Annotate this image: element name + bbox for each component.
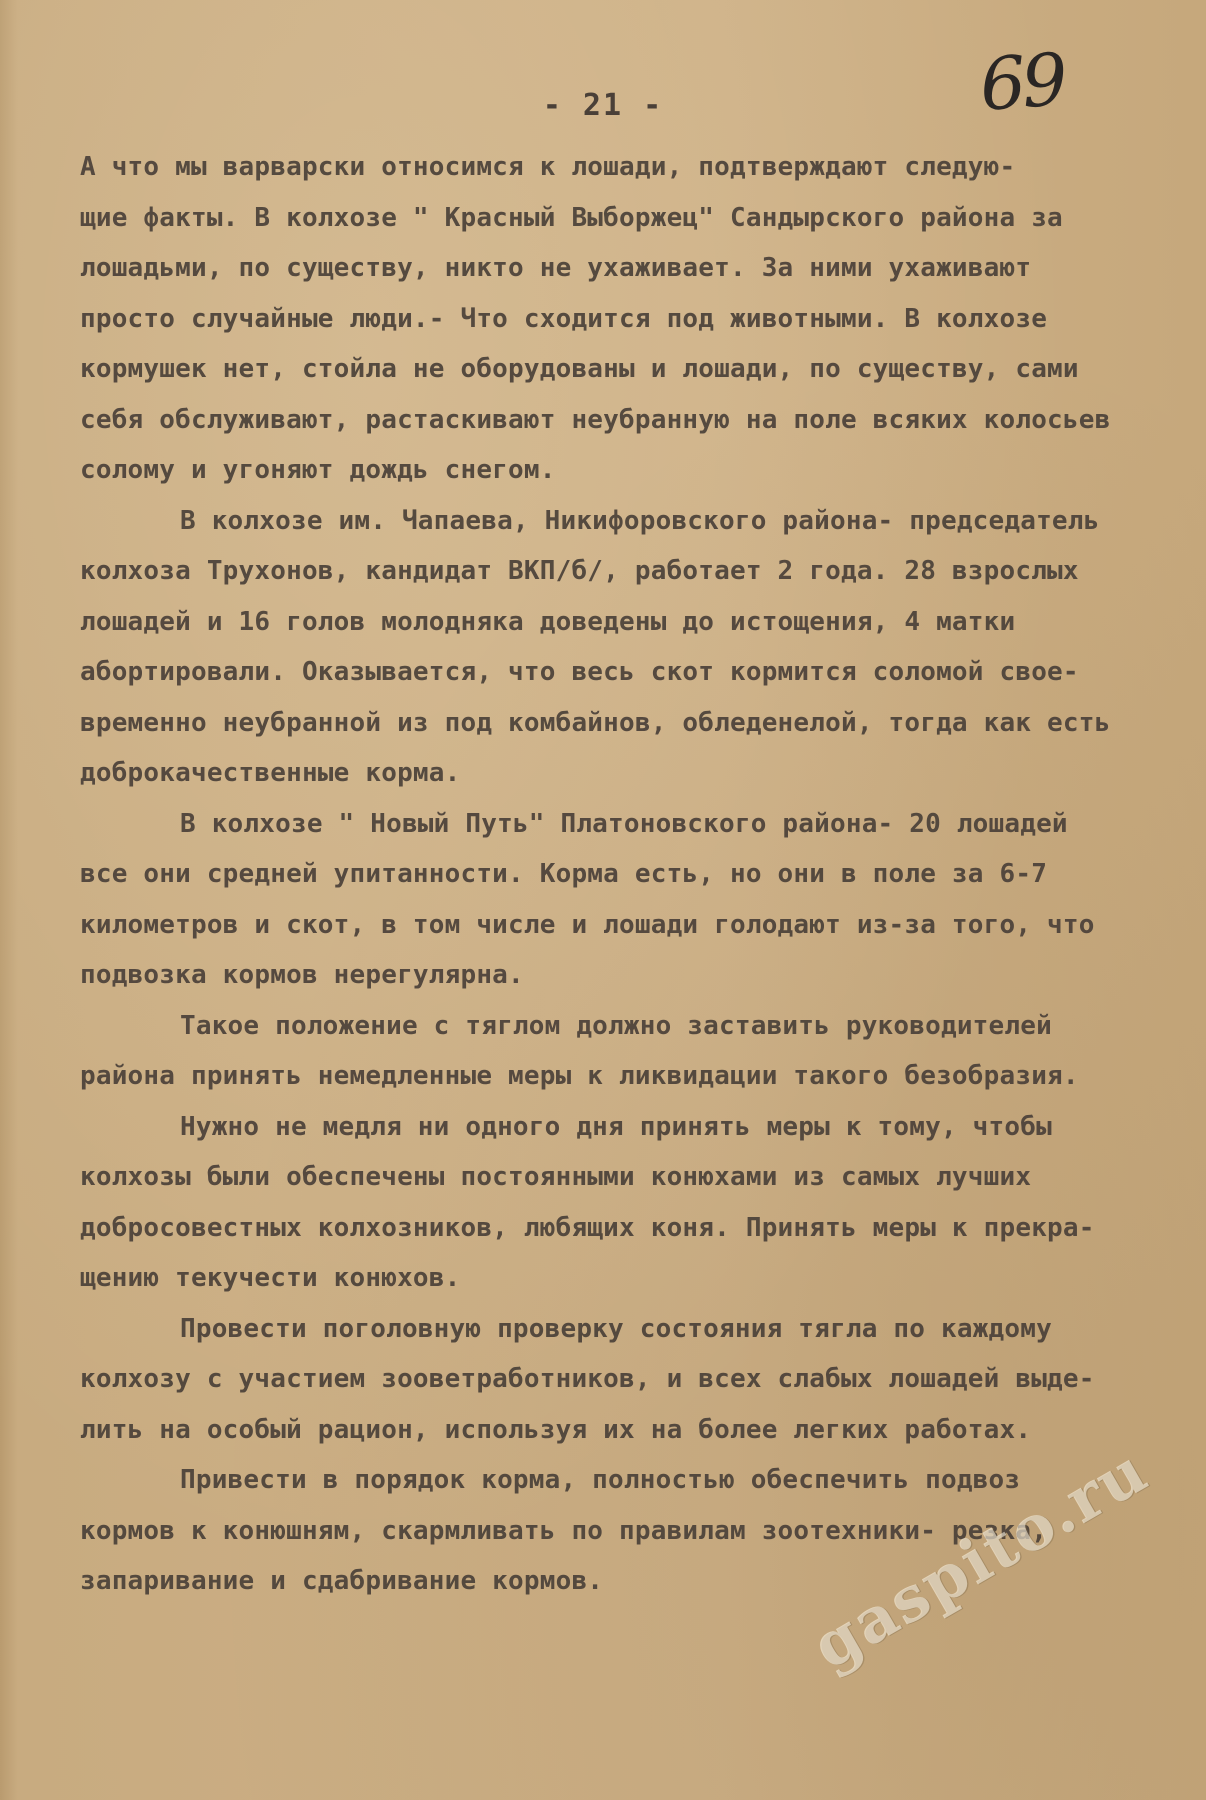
text-line: Такое положение с тяглом должно заставить руководителей xyxy=(180,1010,1052,1041)
text-line: подвозка кормов нерегулярна. xyxy=(80,960,524,990)
text-line: В колхозе им. Чапаева, Никифоровского района- председатель xyxy=(180,505,1100,536)
text-line: солому и угоняют дождь снегом. xyxy=(80,455,556,485)
text-line: лошадей и 16 голов молодняка доведены до истощения, 4 матки xyxy=(80,606,1016,637)
text-line: доброкачественные корма. xyxy=(80,758,461,788)
folio-number: 69 xyxy=(977,37,1067,127)
text-line: себя обслуживают, растаскивают неубранную на поле всяких колосьев xyxy=(80,404,1111,435)
text-line: километров и скот, в том числе и лошади голодают из-за того, что xyxy=(80,909,1095,940)
text-line: колхозу с участием зооветработников, и всех слабых лошадей выде- xyxy=(80,1364,1095,1394)
text-line: добросовестных колхозников, любящих коня. Принять меры к прекра- xyxy=(80,1212,1095,1243)
text-line: А что мы варварски относимся к лошади, подтверждают следую- xyxy=(80,152,1016,182)
text-line: щие факты. В колхозе " Красный Выборжец" Сандырского района за xyxy=(80,202,1063,233)
text-line: лить на особый рацион, используя их на более легких работах. xyxy=(80,1414,1032,1445)
text-line: кормушек нет, стойла не оборудованы и лошади, по существу, сами xyxy=(80,354,1079,384)
text-line: кормов к конюшням, скармливать по правилам зоотехники- резка, xyxy=(80,1515,1048,1546)
watermark: gaspito.ru xyxy=(800,1433,1161,1684)
text-line: запаривание и сдабривание кормов. xyxy=(80,1566,604,1596)
text-line: Нужно не медля ни одного дня принять меры к тому, чтобы xyxy=(180,1111,1052,1142)
text-line: щению текучести конюхов. xyxy=(80,1263,461,1293)
body-text xyxy=(80,142,1205,1607)
text-line: колхозы были обеспечены постоянными конюхами из самых лучших xyxy=(80,1162,1032,1192)
text-line: В колхозе " Новый Путь" Платоновского района- 20 лошадей xyxy=(180,808,1068,839)
text-line: колхоза Трухонов, кандидат ВКП/б/, работает 2 года. 28 взрослых xyxy=(80,556,1079,586)
text-line: района принять немедленные меры к ликвидации такого безобразия. xyxy=(80,1061,1079,1091)
text-line: просто случайные люди.- Что сходится под животными. В колхозе xyxy=(80,303,1048,334)
text-line: все они средней упитанности. Корма есть, но они в поле за 6-7 xyxy=(80,859,1048,889)
text-line: временно неубранной из под комбайнов, обледенелой, тогда как есть xyxy=(80,707,1111,738)
text-line: Провести поголовную проверку состояния тягла по каждому xyxy=(180,1313,1052,1344)
text-line: абортировали. Оказывается, что весь скот кормится соломой свое- xyxy=(80,657,1079,687)
text-line: лошадьми, по существу, никто не ухаживает. За ними ухаживают xyxy=(80,253,1032,283)
text-line: Привести в порядок корма, полностью обеспечить подвоз xyxy=(180,1465,1021,1495)
page-number: - 21 - xyxy=(542,88,664,123)
